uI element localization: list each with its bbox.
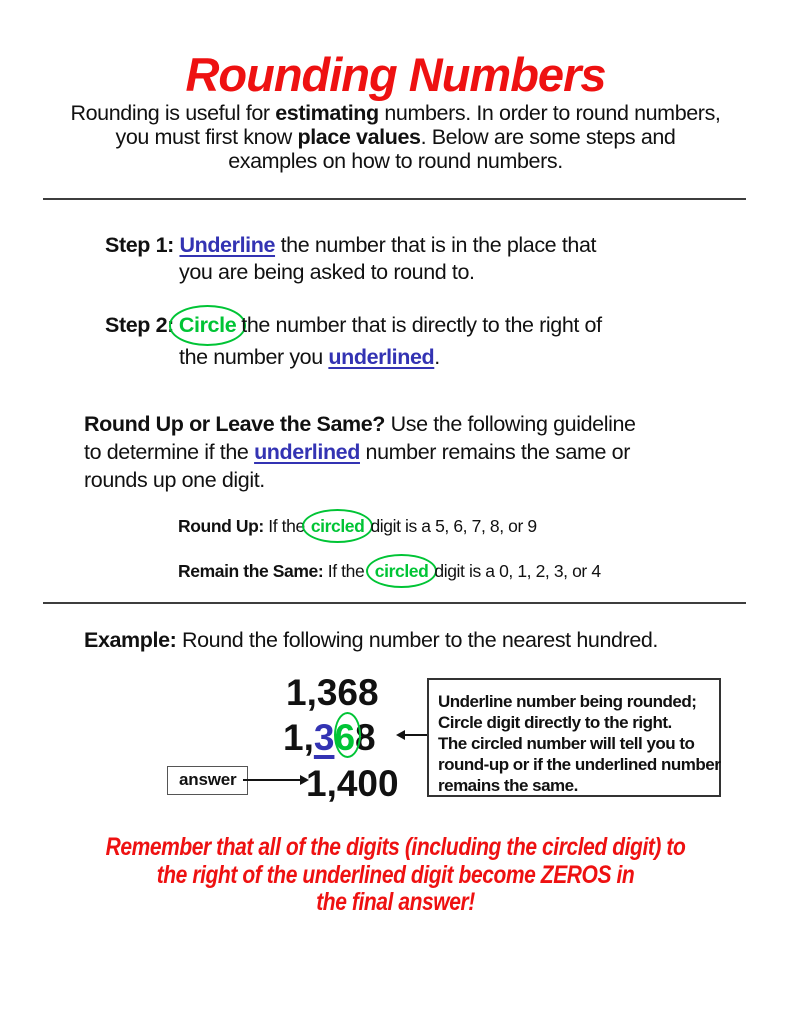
callout-line-4: round-up or if the underlined number (438, 755, 721, 774)
step2-underlined-word: underlined (328, 345, 435, 369)
round-up-rule (178, 515, 537, 537)
reminder-note (63, 834, 727, 917)
example-label: Example: (84, 628, 177, 652)
reminder-line-3: the final answer! (316, 888, 475, 916)
guideline-line1 (84, 410, 636, 438)
intro-l2-seg3: . Below are some steps and (420, 125, 676, 149)
intro-line-3: examples on how to round numbers. (228, 149, 563, 173)
step1-rest: the number that is in the place that (275, 233, 597, 257)
step2-label: Step 2: (105, 313, 174, 337)
round-up-circled-word-ellipse: circled (302, 509, 374, 543)
guideline-l2-seg1: to determine if the (84, 440, 255, 464)
remain-same-pre: If the (323, 561, 369, 581)
remain-same-label: Remain the Same: (178, 561, 324, 581)
remain-same-post: digit is a 0, 1, 2, 3, or 4 (434, 561, 601, 581)
intro-paragraph (0, 101, 791, 173)
marked-post: 8 (355, 717, 376, 758)
arrow-right-icon (243, 779, 300, 781)
guideline-underlined-word: underlined (254, 440, 360, 464)
example-number-answer: 1,400 (306, 763, 399, 804)
intro-line-2 (0, 125, 791, 149)
step2-line1 (105, 312, 602, 339)
callout-line-3: The circled number will tell you to (438, 734, 695, 753)
intro-l1-seg3: numbers. In order to round numbers, (378, 101, 721, 125)
step2-l2-period: . (434, 345, 440, 369)
intro-l1-seg1: Rounding is useful for (70, 101, 276, 125)
step1-line2: you are being asked to round to. (179, 260, 475, 284)
step1-label: Step 1: (105, 233, 180, 257)
intro-l2-bold-place-values: place values (297, 125, 421, 149)
guideline-line2 (84, 438, 636, 466)
page-title: Rounding Numbers (185, 48, 606, 101)
step1-line1 (105, 233, 596, 258)
reminder-line-1: Remember that all of the digits (including the circled digit) to (105, 833, 686, 861)
guideline-line3: rounds up one digit. (84, 468, 265, 492)
intro-line-1 (0, 101, 791, 125)
round-up-label: Round Up: (178, 516, 264, 536)
guideline-l1-rest: Use the following guideline (385, 412, 636, 436)
guideline-question: Round Up or Leave the Same? (84, 412, 386, 436)
remain-same-circled-word-ellipse: circled (366, 554, 438, 588)
marked-pre: 1, (283, 717, 314, 758)
digit-circle-ellipse (334, 712, 361, 758)
intro-l1-bold-estimating: estimating (275, 101, 379, 125)
step2-circle-word-ellipse: Circle (169, 305, 246, 346)
divider-example (43, 602, 746, 604)
guideline-l2-seg3: number remains the same or (359, 440, 630, 464)
divider-top (43, 198, 746, 200)
callout-line-5: remains the same. (438, 776, 578, 795)
example-heading (84, 628, 658, 653)
callout-line-1: Underline number being rounded; (438, 692, 697, 711)
callout-box (427, 678, 721, 797)
round-up-pre: If the (263, 516, 305, 536)
step2-rest: the number that is directly to the right of (241, 313, 602, 337)
marked-underlined-digit: 3 (313, 717, 335, 758)
example-text: Round the following number to the nearest hundred. (176, 628, 659, 652)
callout-line-2: Circle digit directly to the right. (438, 713, 672, 732)
intro-l2-seg1: you must first know (115, 125, 298, 149)
step2-line2 (179, 345, 440, 370)
example-number-marked (283, 719, 376, 756)
guideline-paragraph (84, 410, 636, 494)
reminder-line-2: the right of the underlined digit become ZEROS in (156, 860, 635, 889)
step1-underline-word: Underline (179, 233, 276, 257)
remain-same-rule (178, 560, 601, 582)
arrow-left-icon (405, 734, 427, 736)
example-number-original: 1,368 (286, 672, 379, 713)
round-up-post: digit is a 5, 6, 7, 8, or 9 (370, 516, 537, 536)
answer-box: answer (167, 766, 248, 795)
step2-l2-seg1: the number you (179, 345, 329, 369)
marked-circled-digit: 6 (334, 717, 356, 758)
